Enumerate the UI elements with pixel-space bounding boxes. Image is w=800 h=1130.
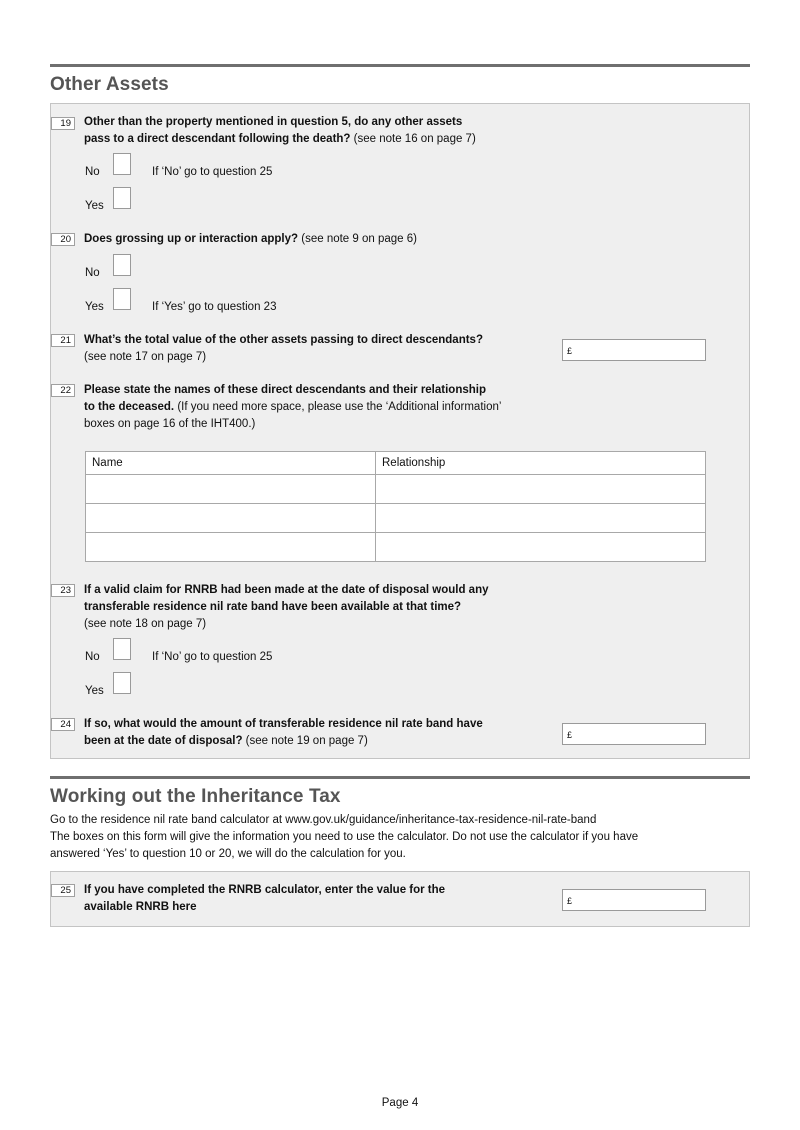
q19-no-checkbox[interactable] [113, 153, 131, 175]
intro-line-3: answered ‘Yes’ to question 10 or 20, we will do the calculation for you. [50, 848, 406, 860]
relationship-cell[interactable] [376, 533, 706, 562]
section-rule [50, 776, 750, 779]
q19-no-instruction: If ‘No’ go to question 25 [152, 166, 273, 178]
question-24-bold-line1: If so, what would the amount of transferable residence nil rate band have [84, 718, 483, 730]
question-19-note: (see note 16 on page 7) [350, 133, 476, 145]
question-25-bold-line1: If you have completed the RNRB calculator, enter the value for the [84, 884, 446, 896]
question-number-19: 19 [51, 117, 75, 130]
q23-yes-label: Yes [85, 685, 104, 697]
question-24-text [84, 716, 524, 750]
q19-yes-checkbox[interactable] [113, 187, 131, 209]
q24-value-input[interactable]: £ [562, 723, 706, 745]
relationship-cell[interactable] [376, 504, 706, 533]
question-22-bold-line1: Please state the names of these direct descendants and their relationship [84, 384, 486, 396]
question-number-25: 25 [51, 884, 75, 897]
question-22-note-line2: (If you need more space, please use the ‘Additional information’ [174, 401, 502, 413]
name-cell[interactable] [86, 504, 376, 533]
q20-yes-checkbox[interactable] [113, 288, 131, 310]
table-row [86, 475, 706, 504]
question-number-22: 22 [51, 384, 75, 397]
question-22-bold-line2: to the deceased. [84, 401, 175, 413]
question-19-text [84, 114, 484, 148]
q23-no-checkbox[interactable] [113, 638, 131, 660]
section-title-working-out: Working out the Inheritance Tax [50, 786, 341, 807]
question-23-text [84, 582, 544, 633]
question-20-text [84, 231, 417, 248]
table-row [86, 533, 706, 562]
q19-yes-label: Yes [85, 200, 104, 212]
question-23-bold-line1: If a valid claim for RNRB had been made at the date of disposal would any [84, 584, 489, 596]
q23-no-label: No [85, 651, 100, 663]
question-24-bold-line2: been at the date of disposal? [84, 735, 243, 747]
question-21-bold: What’s the total value of the other assets passing to direct descendants? [84, 334, 483, 346]
question-20-bold: Does grossing up or interaction apply? [84, 233, 299, 245]
table-header-row [86, 452, 706, 475]
question-number-24: 24 [51, 718, 75, 731]
question-25-text [84, 882, 524, 916]
question-number-23: 23 [51, 584, 75, 597]
q20-yes-instruction: If ‘Yes’ go to question 23 [152, 301, 277, 313]
question-number-20: 20 [51, 233, 75, 246]
section-rule [50, 64, 750, 67]
question-21-text [84, 332, 524, 366]
intro-line-2: The boxes on this form will give the information you need to use the calculator. Do not use the calculator if you have [50, 831, 639, 843]
q20-no-label: No [85, 267, 100, 279]
question-22-note-line3: boxes on page 16 of the IHT400.) [84, 418, 256, 430]
name-cell[interactable] [86, 475, 376, 504]
q20-no-checkbox[interactable] [113, 254, 131, 276]
q20-yes-label: Yes [85, 301, 104, 313]
q23-yes-checkbox[interactable] [113, 672, 131, 694]
question-21-note: (see note 17 on page 7) [84, 351, 207, 363]
q25-value-input[interactable]: £ [562, 889, 706, 911]
q19-no-label: No [85, 166, 100, 178]
table-row [86, 504, 706, 533]
page-number: Page 4 [381, 1097, 419, 1109]
question-19-bold: Other than the property mentioned in question 5, do any other assets pass to a direct descendant following the death? [84, 116, 463, 145]
relationship-cell[interactable] [376, 475, 706, 504]
question-22-text [84, 382, 544, 433]
question-number-21: 21 [51, 334, 75, 347]
intro-line-1: Go to the residence nil rate band calculator at www.gov.uk/guidance/inheritance-tax-residence-nil-rate-band [50, 814, 597, 826]
question-23-note: (see note 18 on page 7) [84, 618, 207, 630]
question-25-bold-line2: available RNRB here [84, 901, 197, 913]
descendants-table [85, 451, 706, 562]
working-out-intro [50, 812, 750, 863]
question-23-bold-line2: transferable residence nil rate band have been available at that time? [84, 601, 462, 613]
name-cell[interactable] [86, 533, 376, 562]
column-header-name: Name [86, 452, 376, 475]
question-24-note: (see note 19 on page 7) [242, 735, 368, 747]
q21-value-input[interactable]: £ [562, 339, 706, 361]
q23-no-instruction: If ‘No’ go to question 25 [152, 651, 273, 663]
question-20-note: (see note 9 on page 6) [298, 233, 417, 245]
column-header-relationship: Relationship [376, 452, 706, 475]
section-title-other-assets: Other Assets [50, 74, 169, 95]
